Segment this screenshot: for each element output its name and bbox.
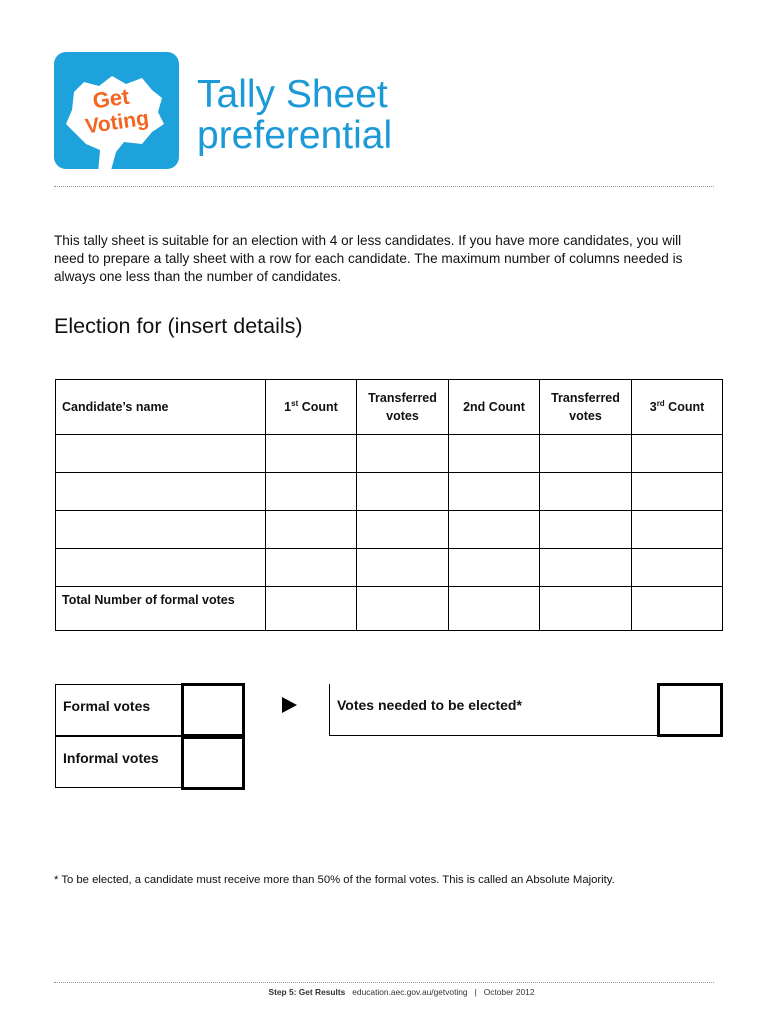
col-first-count: [266, 380, 357, 435]
second-count-label: 2nd Count: [463, 400, 525, 414]
total-first-count-cell[interactable]: [266, 587, 357, 631]
logo-voting-text: Voting: [83, 106, 151, 139]
transferred-2-line1: Transferred: [551, 391, 620, 405]
candidate-name-cell[interactable]: [56, 549, 266, 587]
page-title-line2: preferential: [197, 114, 393, 157]
transferred-1-cell[interactable]: [357, 549, 449, 587]
intro-paragraph: This tally sheet is suitable for an election with 4 or less candidates. If you have more candidates, you will need to prepare a tally sheet with a row for each candidate. The maximum number of columns needed is always one less than the number of candidates.: [54, 233, 683, 284]
transferred-1-cell[interactable]: [357, 435, 449, 473]
third-count-cell[interactable]: [632, 473, 723, 511]
transferred-2-cell[interactable]: [540, 511, 632, 549]
total-third-count-cell[interactable]: [632, 587, 723, 631]
second-count-cell[interactable]: [449, 435, 540, 473]
transferred-1-cell[interactable]: [357, 511, 449, 549]
first-count-cell[interactable]: [266, 549, 357, 587]
first-count-number: 1: [284, 400, 292, 414]
third-count-number: 3: [649, 400, 657, 414]
formal-votes-box[interactable]: [181, 683, 245, 737]
votes-needed-box[interactable]: [657, 683, 723, 737]
second-count-cell[interactable]: [449, 549, 540, 587]
third-count-suffix: rd: [656, 398, 665, 408]
transferred-2-cell[interactable]: [540, 549, 632, 587]
total-second-count-cell[interactable]: [449, 587, 540, 631]
election-heading: Election for (insert details): [54, 314, 303, 338]
absolute-majority-footnote: * To be elected, a candidate must receive more than 50% of the formal votes. This is called an Absolute Majority.: [54, 874, 615, 886]
transferred-1-line1: Transferred: [368, 391, 437, 405]
first-count-suffix: st: [291, 398, 299, 408]
page-title: [197, 74, 392, 156]
footer-url: education.aec.gov.au/getvoting: [352, 987, 468, 997]
informal-votes-box[interactable]: [181, 736, 245, 790]
first-count-cell[interactable]: [266, 473, 357, 511]
formal-votes-label: Formal votes: [55, 684, 181, 736]
transferred-2-cell[interactable]: [540, 435, 632, 473]
total-transferred-2-cell[interactable]: [540, 587, 632, 631]
get-voting-logo-graphic: [54, 52, 179, 169]
get-voting-logo: [54, 52, 179, 169]
header-divider: [54, 186, 714, 187]
candidate-row: [56, 549, 723, 587]
transferred-2-line2: votes: [569, 409, 602, 423]
col-candidate-name: [56, 380, 266, 435]
col-second-count: [449, 380, 540, 435]
candidate-row: [56, 473, 723, 511]
second-count-cell[interactable]: [449, 473, 540, 511]
informal-votes-label: Informal votes: [55, 736, 181, 788]
candidate-row: [56, 511, 723, 549]
first-count-cell[interactable]: [266, 511, 357, 549]
footer-separator: |: [474, 987, 477, 997]
col-candidate-name-label: Candidate’s name: [62, 400, 169, 414]
total-row: [56, 587, 723, 631]
candidate-row: [56, 435, 723, 473]
first-count-word: Count: [298, 400, 338, 414]
first-count-cell[interactable]: [266, 435, 357, 473]
footer-date: October 2012: [483, 987, 535, 997]
total-transferred-1-cell[interactable]: [357, 587, 449, 631]
arrow-right-icon: [282, 697, 297, 713]
transferred-2-cell[interactable]: [540, 473, 632, 511]
third-count-cell[interactable]: [632, 549, 723, 587]
third-count-word: Count: [664, 400, 705, 414]
votes-needed-label: Votes needed to be elected*: [329, 684, 657, 736]
col-transferred-votes-1: [357, 380, 449, 435]
page-footer: [0, 987, 768, 997]
page-title-line1: Tally Sheet: [197, 73, 388, 116]
footer-step: Step 5: Get Results: [268, 987, 346, 997]
transferred-1-line2: votes: [386, 409, 419, 423]
candidate-name-cell[interactable]: [56, 511, 266, 549]
tally-table: [55, 379, 723, 631]
third-count-cell[interactable]: [632, 511, 723, 549]
second-count-cell[interactable]: [449, 511, 540, 549]
candidate-name-cell[interactable]: [56, 473, 266, 511]
tally-header-row: [56, 380, 723, 435]
col-transferred-votes-2: [540, 380, 632, 435]
logo-get-text: Get: [91, 83, 131, 114]
candidate-name-cell[interactable]: [56, 435, 266, 473]
footer-divider: [54, 982, 714, 983]
col-third-count: [632, 380, 723, 435]
total-formal-votes-label: Total Number of formal votes: [56, 587, 266, 631]
transferred-1-cell[interactable]: [357, 473, 449, 511]
third-count-cell[interactable]: [632, 435, 723, 473]
